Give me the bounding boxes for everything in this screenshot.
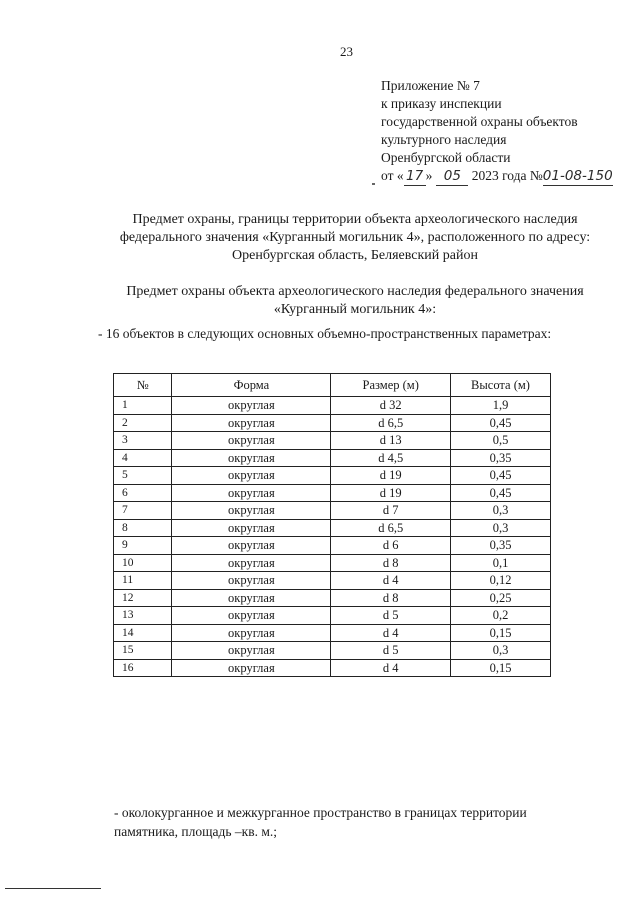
cell-number: 7 <box>114 502 172 520</box>
cell-height: 0,1 <box>451 554 551 572</box>
cell-number: 12 <box>114 589 172 607</box>
table-row <box>114 607 551 625</box>
cell-size: d 4 <box>331 624 451 642</box>
cell-height: 0,3 <box>451 502 551 520</box>
cell-shape: округлая <box>172 484 331 502</box>
cell-height: 1,9 <box>451 397 551 415</box>
cell-number: 15 <box>114 642 172 660</box>
cell-shape: округлая <box>172 432 331 450</box>
cell-number: 11 <box>114 572 172 590</box>
appendix-line: Оренбургской области <box>381 150 511 165</box>
cell-shape: округлая <box>172 589 331 607</box>
cell-number: 3 <box>114 432 172 450</box>
cell-shape: округлая <box>172 502 331 520</box>
cell-number: 6 <box>114 484 172 502</box>
table-row <box>114 519 551 537</box>
cell-size: d 6 <box>331 537 451 555</box>
cell-number: 4 <box>114 449 172 467</box>
handwritten-order-number: 01-08-150 <box>542 168 613 184</box>
cell-height: 0,2 <box>451 607 551 625</box>
table-row <box>114 502 551 520</box>
handwritten-day: 17 <box>404 167 426 186</box>
cell-height: 0,25 <box>451 589 551 607</box>
cell-number: 2 <box>114 414 172 432</box>
objects-intro: - 16 объектов в следующих основных объемно-пространственных параметрах: <box>98 326 552 341</box>
cell-shape: округлая <box>172 659 331 677</box>
cell-number: 14 <box>114 624 172 642</box>
cell-height: 0,3 <box>451 519 551 537</box>
cell-size: d 8 <box>331 554 451 572</box>
table-row <box>114 432 551 450</box>
cell-size: d 5 <box>331 642 451 660</box>
cell-shape: округлая <box>172 414 331 432</box>
table-row <box>114 572 551 590</box>
cell-shape: округлая <box>172 467 331 485</box>
header-height: Высота (м) <box>451 374 551 397</box>
cell-size: d 13 <box>331 432 451 450</box>
cell-size: d 8 <box>331 589 451 607</box>
cell-number: 1 <box>114 397 172 415</box>
cell-size: d 19 <box>331 467 451 485</box>
appendix-block <box>381 77 613 186</box>
cell-height: 0,5 <box>451 432 551 450</box>
scan-mark <box>372 183 375 185</box>
cell-size: d 7 <box>331 502 451 520</box>
table-row <box>114 659 551 677</box>
cell-size: d 4 <box>331 572 451 590</box>
appendix-line: государственной охраны объектов <box>381 114 578 129</box>
cell-shape: округлая <box>172 607 331 625</box>
table-row <box>114 397 551 415</box>
cell-shape: округлая <box>172 449 331 467</box>
cell-height: 0,35 <box>451 449 551 467</box>
table-row <box>114 537 551 555</box>
cell-number: 5 <box>114 467 172 485</box>
cell-height: 0,15 <box>451 624 551 642</box>
cell-number: 13 <box>114 607 172 625</box>
cell-size: d 4,5 <box>331 449 451 467</box>
cell-shape: округлая <box>172 572 331 590</box>
table-row <box>114 467 551 485</box>
surrounding-space-text: - околокурганное и межкурганное пространство в границах территории памятника, площадь –кв. м.; <box>114 805 527 839</box>
header-shape: Форма <box>172 374 331 397</box>
cell-height: 0,35 <box>451 537 551 555</box>
cell-size: d 6,5 <box>331 414 451 432</box>
header-number: № <box>114 374 172 397</box>
page-number: 23 <box>340 44 353 59</box>
table-row <box>114 554 551 572</box>
date-mid: » <box>425 168 433 183</box>
cell-height: 0,45 <box>451 467 551 485</box>
header-size: Размер (м) <box>331 374 451 397</box>
table-row <box>114 589 551 607</box>
cell-number: 16 <box>114 659 172 677</box>
objects-table <box>113 373 551 677</box>
cell-size: d 4 <box>331 659 451 677</box>
cell-size: d 6,5 <box>331 519 451 537</box>
date-prefix: от « <box>381 168 404 183</box>
table-row <box>114 414 551 432</box>
handwritten-month: 05 <box>436 167 468 186</box>
cell-shape: округлая <box>172 624 331 642</box>
cell-shape: округлая <box>172 537 331 555</box>
order-date-line <box>381 167 613 186</box>
cell-shape: округлая <box>172 554 331 572</box>
table-row <box>114 624 551 642</box>
main-heading: Предмет охраны, границы территории объекта археологического наследия федерального значения «Курганный могильник 4», расположенного по адресу: Оренбургская область, Беляевский район <box>119 212 591 263</box>
cell-height: 0,3 <box>451 642 551 660</box>
cell-shape: округлая <box>172 642 331 660</box>
cell-height: 0,45 <box>451 414 551 432</box>
date-year: 2023 года № <box>471 168 543 183</box>
table-header-row <box>114 374 551 397</box>
subject-heading: Предмет охраны объекта археологического наследия федерального значения «Курганный могильник 4»: <box>126 284 584 317</box>
cell-height: 0,12 <box>451 572 551 590</box>
cell-number: 9 <box>114 537 172 555</box>
cell-height: 0,15 <box>451 659 551 677</box>
cell-size: d 5 <box>331 607 451 625</box>
cell-number: 8 <box>114 519 172 537</box>
table-row <box>114 449 551 467</box>
cell-shape: округлая <box>172 519 331 537</box>
appendix-line: Приложение № 7 <box>381 78 480 93</box>
cell-shape: округлая <box>172 397 331 415</box>
cell-size: d 32 <box>331 397 451 415</box>
table-row <box>114 484 551 502</box>
cell-height: 0,45 <box>451 484 551 502</box>
appendix-line: к приказу инспекции <box>381 96 502 111</box>
table-row <box>114 642 551 660</box>
cell-size: d 19 <box>331 484 451 502</box>
appendix-line: культурного наследия <box>381 132 507 147</box>
footnote-divider <box>5 888 101 889</box>
cell-number: 10 <box>114 554 172 572</box>
